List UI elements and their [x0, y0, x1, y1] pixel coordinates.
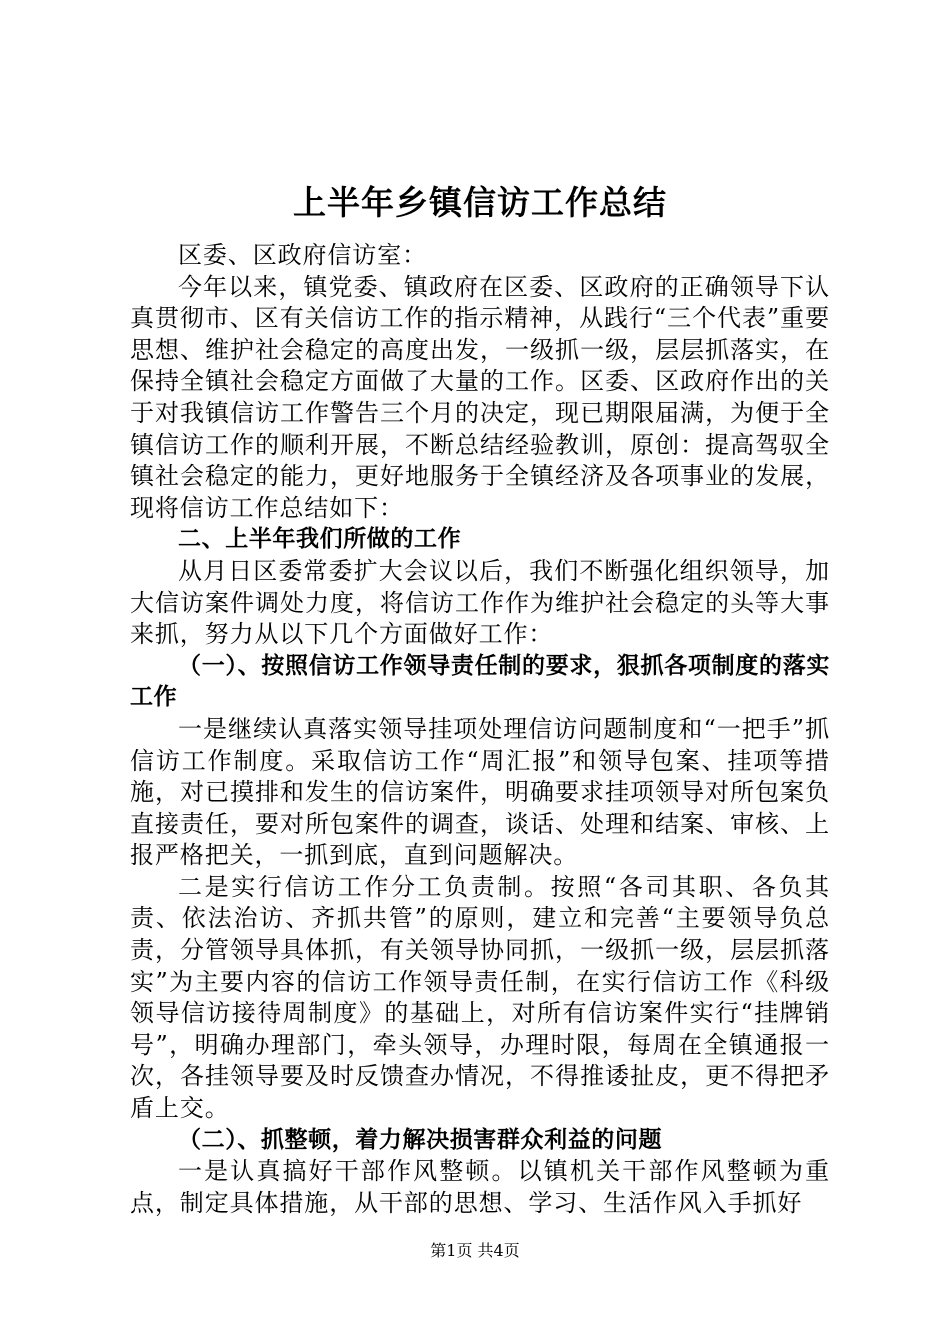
- subsection-heading-rectification: （二）、抓整顿，着力解决损害群众利益的问题: [178, 1126, 663, 1153]
- section-heading-work-done: 二、上半年我们所做的工作: [178, 526, 462, 553]
- page-number-footer: 第1页 共4页: [430, 1241, 520, 1260]
- body-paragraph: 一是认真搞好干部作风整顿。以镇机关干部作风整顿为重点，制定具体措施，从干部的思想、学习、生活作风入手抓好: [130, 1157, 830, 1217]
- intro-paragraph: 今年以来，镇党委、镇政府在区委、区政府的正确领导下认真贯彻市、区有关信访工作的指示精神，从践行“三个代表”重要思想、维护社会稳定的高度出发，一级抓一级，层层抓落实，在保持全镇社会稳定方面做了大量的工作。区委、区政府作出的关于对我镇信访工作警告三个月的决定，现已期限届满，为便于全镇信访工作的顺利开展，不断总结经验教训，原创：提高驾驭全镇社会稳定的能力，更好地服务于全镇经济及各项事业的发展，现将信访工作总结如下：: [130, 272, 830, 522]
- document-title: 上半年乡镇信访工作总结: [293, 183, 667, 222]
- body-paragraph: 二是实行信访工作分工负责制。按照“各司其职、各负其责、依法治访、齐抓共管”的原则，建立和完善“主要领导负总责，分管领导具体抓，有关领导协同抓，一级抓一级，层层抓落实”为主要内容的信访工作领导责任制，在实行信访工作《科级领导信访接待周制度》的基础上，对所有信访案件实行“挂牌销号”，明确办理部门，牵头领导，办理时限，每周在全镇通报一次，各挂领导要及时反馈查办情况，不得推诿扯皮，更不得把矛盾上交。: [130, 872, 830, 1123]
- subsection-heading-responsibility-system: （一）、按照信访工作领导责任制的要求，狠抓各项制度的落实工作: [130, 652, 830, 711]
- body-paragraph: 从月日区委常委扩大会议以后，我们不断强化组织领导，加大信访案件调处力度，将信访工作作为维护社会稳定的头等大事来抓，努力从以下几个方面做好工作：: [130, 556, 830, 649]
- document-page: [130, 180, 830, 1219]
- salutation: 区委、区政府信访室：: [178, 241, 427, 269]
- body-paragraph: 一是继续认真落实领导挂项处理信访问题制度和“一把手”抓信访工作制度。采取信访工作“周汇报”和领导包案、挂项等措施，对已摸排和发生的信访案件，明确要求挂项领导对所包案负直接责任，要对所包案件的调查，谈话、处理和结案、审核、上报严格把关，一抓到底，直到问题解决。: [130, 714, 830, 870]
